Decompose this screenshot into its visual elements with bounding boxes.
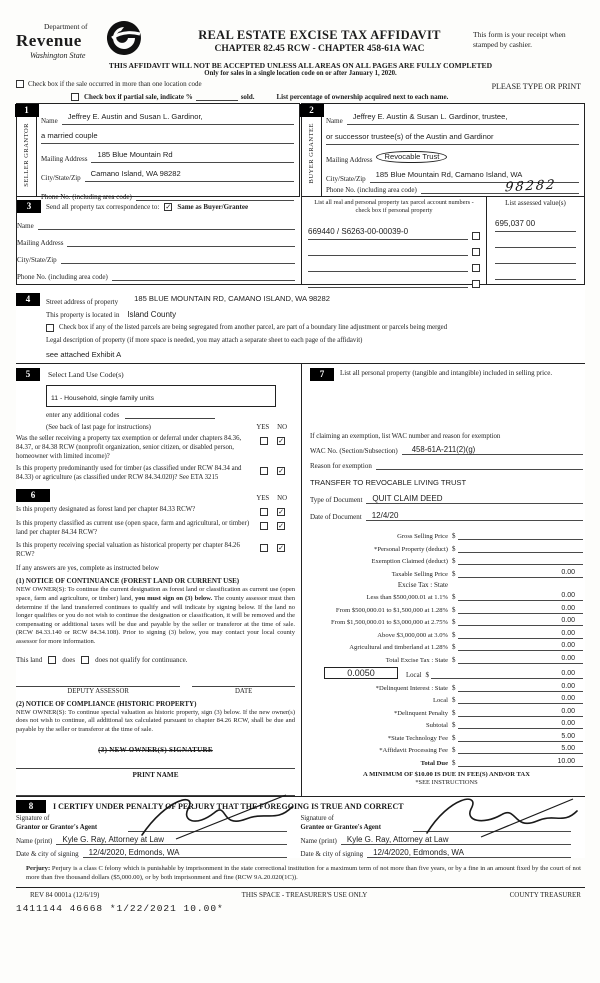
buyer-city-label: City/State/Zip <box>326 175 366 184</box>
this-land-label: This land <box>16 655 43 664</box>
subtotal-label: Subtotal <box>426 722 448 729</box>
receipt-note: This form is your receipt when stamped by cashier. <box>473 30 566 49</box>
section-3 <box>16 197 585 285</box>
agricultural-label: Agricultural and timberland at 1.28% <box>349 644 448 651</box>
land-does-checkbox[interactable] <box>48 656 56 664</box>
please-type-label: PLEASE TYPE OR PRINT <box>491 82 581 91</box>
partial-sale-checkbox[interactable] <box>71 93 79 101</box>
logo-dept-text: Department of <box>44 22 88 31</box>
personal-property-deduct-label: *Personal Property (deduct) <box>374 545 448 553</box>
logo-revenue-text: Revenue <box>16 31 82 50</box>
certify-statement: I CERTIFY UNDER PENALTY OF PERJURY THAT THE FOREGOING IS TRUE AND CORRECT <box>53 802 404 812</box>
county-treasurer-label: COUNTY TREASURER <box>509 890 581 899</box>
assessed-field-2[interactable] <box>495 238 576 248</box>
circled-revocable-trust: Revocable Trust <box>376 151 447 163</box>
assessed-field-3[interactable] <box>495 254 576 264</box>
partial-sale-label: Check box if partial sale, indicate % <box>84 93 193 101</box>
reason-value[interactable]: TRANSFER TO REVOCABLE LIVING TRUST <box>310 478 467 487</box>
assessed-field-1[interactable]: 695,037 00 <box>495 213 576 232</box>
parcel-field-2[interactable] <box>308 246 468 256</box>
buyer-city-field[interactable]: 185 Blue Mountain Rd, Camano Island, WA <box>370 164 579 183</box>
local-rate-box[interactable]: 0.0050 <box>324 667 398 679</box>
deputy-assessor-signature-line[interactable]: DEPUTY ASSESSOR <box>16 686 180 695</box>
exemption-note: If claiming an exemption, list WAC number and reason for exemption <box>310 433 501 440</box>
grantor-name-print-label: Name (print) <box>16 837 53 846</box>
seller-name-field-2[interactable]: a married couple <box>41 125 294 144</box>
legal-description-value[interactable]: see attached Exhibit A <box>46 350 122 359</box>
s5-question-2: Is this property predominantly used for timber (as classified under RCW 84.34 and 84.33) or agriculture (as classified under RCW 84.34.020)? See ETA 3215 <box>16 465 242 482</box>
tier1-label: Less than $500,000.01 at 1.1% <box>366 594 448 601</box>
grantor-name-field[interactable]: Kyle G. Ray, Attorney at Law <box>56 835 286 845</box>
buyer-mailing-field[interactable] <box>376 146 579 164</box>
wac-label: WAC No. (Section/Subsection) <box>310 447 398 455</box>
corr-city-field[interactable] <box>61 254 295 264</box>
gross-selling-price-field[interactable] <box>458 531 584 540</box>
corr-name-label: Name <box>17 222 34 230</box>
section-4-badge: 4 <box>16 293 40 306</box>
yes-header: YES <box>256 424 270 431</box>
buyer-grantee-label: BUYER GRANTEE <box>307 123 315 184</box>
s6-q2-no-checkbox[interactable]: ✓ <box>278 522 284 531</box>
wac-field[interactable]: 458-61A-211(2)(g) <box>402 445 583 455</box>
buyer-mailing-label: Mailing Address <box>326 155 373 164</box>
notice-continuance-body: NEW OWNER(S): To continue the current designation as forest land or classification as current use (open space, farm and agriculture, or timber) land, you must sign on (3) below. The county assessor must then determine if the land transferred continues to qualify and will indicate by signing below. If the land no longer qualifies or you do not wish to continue the designation or classification, it will be removed and the compensating or additional taxes will be due and payable by the seller or transferor at the time of sale. (RCW 84.33.140 or RCW 84.34.108). Prior to signing (3) below, you may contact your local county assessor for more information. <box>16 586 296 645</box>
see-back-label: (See back of last page for instructions) <box>46 424 151 431</box>
local-label: Local <box>406 672 422 679</box>
partial-sale-percent-field[interactable] <box>196 100 238 101</box>
sold-label: sold. <box>240 93 255 101</box>
type-of-document-label: Type of Document <box>310 496 363 504</box>
deputy-date-line[interactable]: DATE <box>192 686 295 695</box>
tier2-label: From $500,000.01 to $1,500,000 at 1.28% <box>335 606 448 614</box>
grantee-sig-label: Signature of Grantee or Grantee's Agent <box>300 815 381 831</box>
tier4-label: Above $3,000,000 at 3.0% <box>377 631 448 639</box>
send-correspondence-label: Send all property tax correspondence to: <box>46 202 160 211</box>
print-name-label: PRINT NAME <box>132 771 179 780</box>
corr-phone-label: Phone No. (including area code) <box>17 273 108 281</box>
delinquent-penalty-label: *Delinquent Penalty <box>393 709 448 717</box>
see-instructions-note: *SEE INSTRUCTIONS <box>415 778 478 786</box>
seller-mailing-field[interactable]: 185 Blue Mountain Rd <box>91 144 294 163</box>
parcel-field-1[interactable]: 669440 / S6263-00-00039-0 <box>308 221 468 240</box>
treasurer-space-label: THIS SPACE - TREASURER'S USE ONLY <box>241 890 368 899</box>
multi-location-checkbox[interactable] <box>16 80 24 88</box>
s6-q3-yes-checkbox[interactable] <box>260 544 268 552</box>
seller-name-field[interactable]: Jeffrey E. Austin and Susan L. Gardinor, <box>62 106 294 125</box>
tier3-label: From $1,500,000.01 to $3,000,000 at 2.75% <box>330 619 448 626</box>
parcel-checkbox-3[interactable] <box>472 264 480 272</box>
s6-no-header: NO <box>277 495 287 503</box>
cashier-stamp: 1411144 46668 *1/22/2021 10.00* <box>16 902 224 914</box>
taxable-selling-price-label: Taxable Selling Price <box>391 570 448 578</box>
type-of-document-field[interactable]: QUIT CLAIM DEED <box>366 494 583 504</box>
grantee-signature-field[interactable] <box>413 822 572 832</box>
seller-name-label: Name <box>41 117 58 125</box>
segregated-label: Check box if any of the listed parcels are being segregated from another parcel, are part of a boundary line adjustment or parcels being merged <box>59 324 448 331</box>
seller-grantor-label: SELLER GRANTOR <box>22 123 30 187</box>
section-4 <box>16 285 585 364</box>
delinquent-interest-state-label: *Delinquent Interest : State <box>375 684 448 692</box>
located-in-label: This property is located in <box>46 311 120 319</box>
grantee-date-field[interactable]: 12/4/2020, Edmonds, WA <box>367 848 571 858</box>
notice-continuance-title: (1) NOTICE OF CONTINUANCE (FOREST LAND OR CURRENT USE) <box>16 577 240 586</box>
buyer-name-label: Name <box>326 117 343 125</box>
revenue-swirl-icon <box>104 18 144 58</box>
section-1-badge: 1 <box>15 104 39 117</box>
notice-compliance-title: (2) NOTICE OF COMPLIANCE (HISTORIC PROPERTY) <box>16 699 197 708</box>
s5-question-1: Was the seller receiving a property tax exemption or deferral under chapters 84.36, 84.37, or 84.38 RCW (nonprofit organization, senior citizen, or disabled person, homeowner with limited income)? <box>16 435 242 460</box>
date-of-document-field[interactable]: 12/4/20 <box>366 511 583 521</box>
corr-phone-field[interactable] <box>112 271 295 281</box>
agricultural-field[interactable]: 0.00 <box>458 642 584 651</box>
state-technology-fee-field[interactable]: 5.00 <box>458 733 584 742</box>
grantee-signature-block <box>301 815 586 858</box>
new-owner-signature-label[interactable]: (3) NEW OWNER(S) SIGNATURE <box>98 746 213 755</box>
right-column <box>302 364 585 796</box>
grantor-signature-field[interactable] <box>128 822 287 832</box>
grantor-date-city-label: Date & city of signing <box>16 850 79 859</box>
delinquent-interest-local-field[interactable]: 0.00 <box>458 695 584 704</box>
exemption-claimed-field[interactable] <box>458 556 584 565</box>
page-footer <box>16 888 585 899</box>
section-1-seller <box>16 103 300 201</box>
delinquent-interest-local-label: Local <box>432 697 448 704</box>
additional-codes-label: enter any additional codes <box>46 411 120 419</box>
same-as-buyer-checkbox[interactable]: ✓ <box>165 202 172 211</box>
additional-codes-field[interactable] <box>125 418 215 419</box>
grantee-date-city-label: Date & city of signing <box>300 850 364 859</box>
ownership-note: List percentage of ownership acquired next to each name. <box>276 93 449 101</box>
state-technology-fee-label: *State Technology Fee <box>387 734 448 742</box>
legal-description-label: Legal description of property (if more space is needed, you may attach a separate sheet to each page of the affidavit) <box>46 337 363 344</box>
date-of-document-label: Date of Document <box>310 513 362 521</box>
handwritten-zip: 98282 <box>504 177 557 196</box>
parcel-checkbox-1[interactable] <box>472 232 480 240</box>
s6-question-1: Is this property designated as forest land per chapter 84.33 RCW? <box>16 506 196 514</box>
grantor-date-field[interactable]: 12/4/2020, Edmonds, WA <box>83 848 287 858</box>
seller-city-label: City/State/Zip <box>41 174 81 182</box>
taxable-selling-price-field[interactable]: 0.00 <box>458 569 584 578</box>
s6-question-3: Is this property receiving special valuation as historical property per chapter 84.26 RCW? <box>16 541 240 558</box>
notice-compliance-body: NEW OWNER(S): To continue special valuation as historic property, sign (3) below. If the new owner(s) does not wish to continue, all additional tax calculated pursuant to chapter 84.26 RCW, shall be due and payable by the seller or transferor at the time of sale. <box>16 708 295 733</box>
land-use-code-value: 11 - Household, single family units <box>51 395 155 402</box>
warning-line: THIS AFFIDAVIT WILL NOT BE ACCEPTED UNLESS ALL AREAS ON ALL PAGES ARE FULLY COMPLETED <box>108 61 493 70</box>
seller-phone-label: Phone No. (including area code) <box>41 193 132 201</box>
minimum-due-note: A MINIMUM OF $10.00 IS DUE IN FEE(S) AND/OR TAX <box>363 770 530 778</box>
seller-mailing-label: Mailing Address <box>41 155 88 163</box>
single-location-note: Only for sales in a single location code on or after January 1, 2020. <box>204 70 397 77</box>
delinquent-interest-state-field[interactable]: 0.00 <box>458 683 584 692</box>
land-use-code-field[interactable] <box>46 385 276 407</box>
personal-property-deduct-field[interactable] <box>458 544 584 553</box>
print-name-line[interactable] <box>16 768 295 769</box>
land-use-title: Select Land Use Code(s) <box>48 370 124 379</box>
buyer-phone-label: Phone No. (including area code) <box>326 186 417 194</box>
section-6-badge: 6 <box>16 489 50 502</box>
reason-label: Reason for exemption <box>310 462 372 470</box>
total-due-field[interactable]: 10.00 <box>458 758 584 767</box>
s6-question-2: Is this property classified as current use (open space, farm and agricultural, or timber) land per chapter 84.34 RCW? <box>16 520 250 536</box>
grantor-signature-block <box>16 815 301 858</box>
corr-name-field[interactable] <box>38 220 295 230</box>
segregated-checkbox[interactable] <box>46 324 54 332</box>
if-yes-note: If any answers are yes, complete as instructed below <box>16 565 159 573</box>
buyer-name-field[interactable]: Jeffrey E. Austin & Susan L. Gardinor, trustee, <box>347 106 579 125</box>
dor-logo <box>16 22 166 60</box>
no-header: NO <box>277 424 287 431</box>
s6-q1-yes-checkbox[interactable] <box>260 508 268 516</box>
seller-city-field[interactable]: Camano Island, WA 98282 <box>85 163 294 182</box>
form-title-block <box>166 22 473 54</box>
does-not-label: does not qualify for continuance. <box>95 655 188 664</box>
exemption-claimed-label: Exemption Claimed (deduct) <box>371 558 448 565</box>
s6-q2-yes-checkbox[interactable] <box>260 522 268 530</box>
rev-number: REV 84 0001a (12/6/19) <box>30 890 100 899</box>
left-column <box>16 364 302 796</box>
section-8 <box>16 796 585 858</box>
reason-field[interactable] <box>376 460 583 470</box>
multi-location-label: Check box if the sale occurred in more than one location code <box>28 80 202 88</box>
form-title: REAL ESTATE EXCISE TAX AFFIDAVIT <box>198 28 441 42</box>
street-address-label: Street address of property <box>46 298 119 306</box>
section-7-badge: 7 <box>310 368 334 381</box>
form-header <box>16 22 585 60</box>
section-2-badge: 2 <box>300 104 324 117</box>
section-3-badge: 3 <box>17 200 41 213</box>
section-2-buyer <box>301 103 585 197</box>
land-does-not-checkbox[interactable] <box>81 656 89 664</box>
does-label: does <box>62 655 76 664</box>
subtotal-field[interactable]: 0.00 <box>458 720 584 729</box>
tier4-field[interactable]: 0.00 <box>458 630 584 639</box>
corr-mailing-label: Mailing Address <box>17 239 64 247</box>
located-in-value[interactable]: Island County <box>127 310 177 319</box>
form-subtitle: CHAPTER 82.45 RCW - CHAPTER 458-61A WAC <box>214 44 425 54</box>
parcel-field-4[interactable] <box>308 278 468 288</box>
grantee-name-print-label: Name (print) <box>300 837 337 846</box>
parcel-checkbox-2[interactable] <box>472 248 480 256</box>
grantor-sig-label: Signature of Grantor or Grantor's Agent <box>16 815 98 831</box>
corr-city-label: City/State/Zip <box>17 256 57 264</box>
tier3-field[interactable]: 0.00 <box>458 617 584 626</box>
s5-q2-yes-checkbox[interactable] <box>260 467 268 475</box>
gross-selling-price-label: Gross Selling Price <box>397 533 448 540</box>
affidavit-processing-fee-label: *Affidavit Processing Fee <box>379 747 448 754</box>
local-field[interactable]: 0.00 <box>431 670 583 679</box>
total-due-label: Total Due <box>420 759 448 767</box>
personal-property-title: List all personal property (tangible and intangible) included in selling price. <box>340 369 553 377</box>
buyer-name-field-2[interactable]: or successor trustee(s) of the Austin and Gardinor <box>326 126 579 145</box>
tier1-field[interactable]: 0.00 <box>458 592 584 601</box>
same-as-buyer-label: Same as Buyer/Grantee <box>177 202 249 211</box>
assessed-header: List assessed value(s) <box>505 199 566 207</box>
tier2-field[interactable]: 0.00 <box>458 605 584 614</box>
s6-yes-header: YES <box>256 495 270 503</box>
s5-q1-yes-checkbox[interactable] <box>260 437 268 445</box>
s6-q1-no-checkbox[interactable]: ✓ <box>278 508 284 517</box>
logo-state-text: Washington State <box>30 51 86 60</box>
s6-q3-no-checkbox[interactable]: ✓ <box>278 543 284 552</box>
parcel-field-3[interactable] <box>308 262 468 272</box>
s5-q2-no-checkbox[interactable]: ✓ <box>278 467 284 476</box>
s5-q1-no-checkbox[interactable]: ✓ <box>278 437 284 445</box>
excise-tax-state-header: Excise Tax : State <box>397 581 448 589</box>
total-excise-state-field[interactable]: 0.00 <box>458 655 584 664</box>
tax-table: Gross Selling Price $ *Personal Property (deduct) $ Exemption Claimed (deduct) $ Taxable Selling Price $ 0.00 Excise Tax : State Less than $500,000.01 at 1.1% $ 0.00 From $500,000.01 to $1,500,000 at 1.28% $ 0.00 From $1,500,000.01 to $3,000,000 at 2.75% $ 0.00 Above $3,000,000 at 3.0% $ 0.00 Agricultural and timberland at 1.28% $ 0.00 Total Excise Tax : State $ 0.00 0.0050 Local $ 0.00 *Delinquent Interest : State $ 0.00 Local $ 0.00 *Delinquent Penalty $ 0.00 Subtotal $ 0.00 *State Technology Fee $ 5.00 *Affidavit Processing Fee $ 5.00 Total Due $ 10.00 <box>310 531 583 767</box>
assessed-field-4[interactable] <box>495 270 576 280</box>
delinquent-penalty-field[interactable]: 0.00 <box>458 708 584 717</box>
grantee-name-field[interactable]: Kyle G. Ray, Attorney at Law <box>341 835 571 845</box>
total-excise-state-label: Total Excise Tax : State <box>385 656 448 664</box>
affidavit-processing-fee-field[interactable]: 5.00 <box>458 745 584 754</box>
street-address-field[interactable]: 185 BLUE MOUNTAIN RD, CAMANO ISLAND, WA 98282 <box>134 294 330 303</box>
section-5-badge: 5 <box>16 368 40 381</box>
perjury-notice: Perjury: Perjury is a class C felony which is punishable by imprisonment in the state correctional institution for a maximum term of not more than five years, or by a fine in an amount fixed by the court of not more than five thousand dollars ($5,000.00), or by both imprisonment and fine (RCW 9A.20.020(1C)). <box>16 862 585 888</box>
section-8-badge: 8 <box>16 800 46 813</box>
parcel-checkbox-4[interactable] <box>472 280 480 288</box>
corr-mailing-field[interactable] <box>67 237 295 247</box>
parcel-header: List all real and personal property tax parcel account numbers - check box if personal property <box>314 199 474 214</box>
